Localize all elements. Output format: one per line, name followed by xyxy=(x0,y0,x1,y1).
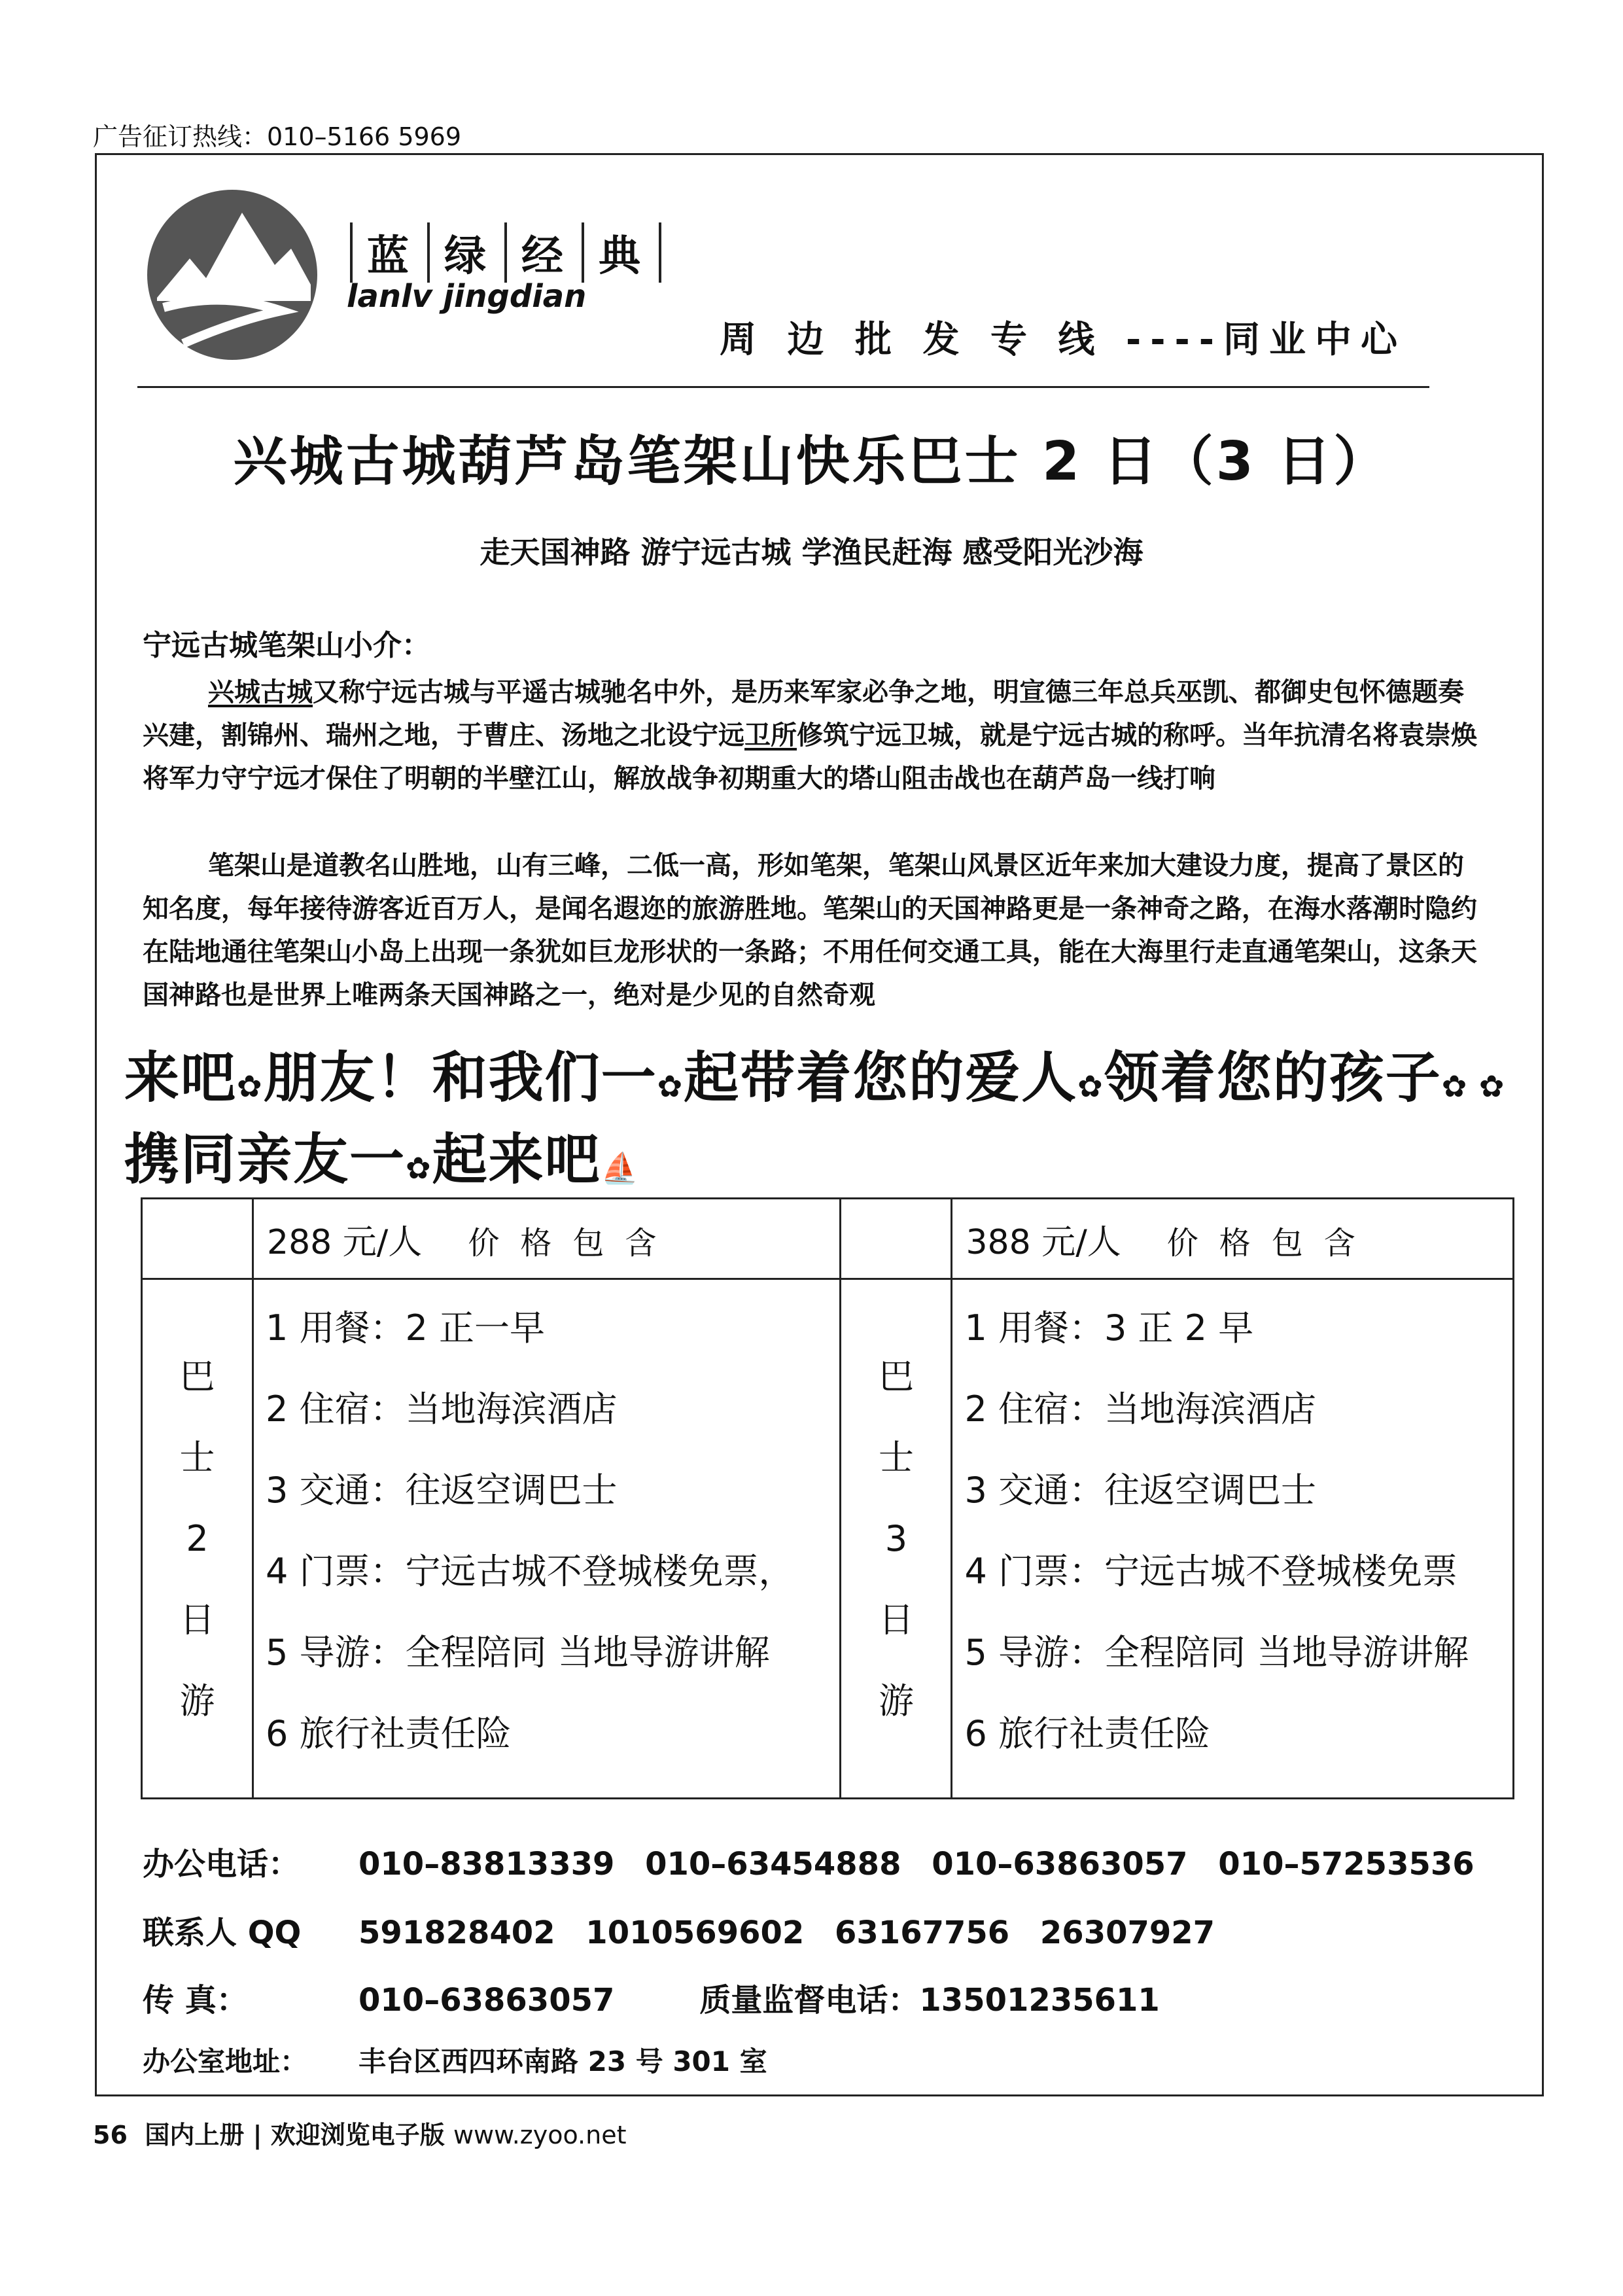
paragraph-text: 修筑宁远卫城，就是宁远古城的称呼。当年抗清名将袁崇焕将军力守宁远才保住了明朝的半壁江山，解放战争初期重大的塔山阻击战也在葫芦岛一线打响 xyxy=(143,720,1477,794)
quality-number: 13501235611 xyxy=(919,1982,1160,2019)
qq-label: 联系人 QQ xyxy=(143,1915,302,1951)
trip-label-2day xyxy=(142,1279,253,1799)
intro-paragraph-2: 笔架山是道教名山胜地，山有三峰，二低一高，形如笔架，笔架山风景区近年来加大建设力度，提高了景区的知名度，每年接待游客近百万人，是闻名遐迩的旅游胜地。笔架山的天国神路更是一条神奇之路，在海水落潮时隐约在陆地通往笔架山小岛上出现一条犹如巨龙形状的一条路；不用任何交通工具，能在大海里行走直通笔架山，这条天国神路也是世界上唯两条天国神路之一，绝对是少见的自然奇观 xyxy=(143,851,1477,1010)
price-2day: 288 元/人 xyxy=(267,1222,423,1262)
list-item: 4 门票：宁远古城不登城楼免票， xyxy=(266,1551,794,1592)
underlined-term: 卫所 xyxy=(744,720,797,751)
office-phone-numbers: 010–83813339 010–63454888 010–63863057 010–57253536 xyxy=(358,1846,1475,1882)
brand-char: 蓝 xyxy=(350,222,427,283)
intro-paragraph-1 xyxy=(143,671,1477,800)
list-item: 5 导游：全程陪同 当地导游讲解 xyxy=(964,1632,1469,1673)
fax-number: 010–63863057 xyxy=(358,1982,615,2019)
list-item: 1 用餐：2 正一早 xyxy=(266,1307,546,1349)
slogan-text: 起带着您的爱人 xyxy=(684,1046,1078,1110)
address-label: 办公室地址： xyxy=(143,2045,308,2077)
trip-label-char: 士 xyxy=(179,1436,215,1478)
slogan-line-1 xyxy=(124,1034,1505,1113)
list-item: 4 门票：宁远古城不登城楼免票 xyxy=(964,1551,1457,1592)
brand-char: 绿 xyxy=(427,222,504,283)
address-value: 丰台区西四环南路 23 号 301 室 xyxy=(358,2045,767,2077)
office-phone-row xyxy=(143,1839,1475,1884)
list-item: 2 住宿：当地海滨酒店 xyxy=(266,1388,618,1430)
trip-label-char: 士 xyxy=(878,1436,914,1478)
list-item: 6 旅行社责任险 xyxy=(964,1713,1210,1754)
page-footer: 56 国内上册 | 欢迎浏览电子版 www.zyoo.net xyxy=(93,2121,627,2149)
list-item: 3 交通：往返空调巴士 xyxy=(266,1470,618,1511)
items-3day xyxy=(952,1279,1514,1799)
price-header-2day xyxy=(253,1199,841,1279)
brand-pinyin: lanlv jingdian xyxy=(347,278,587,315)
list-item: 5 导游：全程陪同 当地导游讲解 xyxy=(266,1632,770,1673)
list-item: 1 用餐：3 正 2 早 xyxy=(964,1307,1254,1349)
underlined-term: 兴城古城 xyxy=(208,677,313,707)
brand-name xyxy=(350,222,661,283)
ad-hotline: 广告征订热线：010–5166 5969 xyxy=(93,122,462,151)
trip-label-char: 2 xyxy=(186,1517,209,1559)
trip-label-char: 游 xyxy=(179,1680,215,1722)
quality-label: 质量监督电话： xyxy=(699,1982,920,2019)
fax-row xyxy=(143,1975,1160,2020)
slogan-line-2 xyxy=(124,1116,640,1195)
list-item: 2 住宿：当地海滨酒店 xyxy=(964,1388,1316,1430)
header-divider xyxy=(137,386,1429,388)
qq-row xyxy=(143,1907,1215,1952)
fax-label: 传 真： xyxy=(143,1982,248,2019)
intro-heading: 宁远古城笔架山小介： xyxy=(143,629,430,662)
qq-numbers: 591828402 1010569602 63167756 26307927 xyxy=(358,1915,1215,1951)
flower-ornament-icon: ✿ xyxy=(406,1150,432,1186)
slogan-text: 朋友！和我们一 xyxy=(263,1046,657,1110)
trip-label-char: 日 xyxy=(878,1598,914,1640)
trip-label-char: 日 xyxy=(179,1598,215,1640)
trip-label-char: 巴 xyxy=(179,1355,215,1397)
header-blank-cell xyxy=(841,1199,952,1279)
trip-label-char: 游 xyxy=(878,1680,914,1722)
pricing-table xyxy=(141,1197,1514,1799)
address-row xyxy=(143,2040,767,2079)
slogan-text: 来吧 xyxy=(124,1046,237,1110)
flower-ornament-icon: ✿ xyxy=(657,1069,684,1104)
footer-welcome: 欢迎浏览电子版 xyxy=(270,2121,445,2149)
office-phone-label: 办公电话： xyxy=(143,1846,300,1882)
price-includes-label: 价格包含 xyxy=(1166,1224,1376,1262)
flower-ornament-icon: ✿ ✿ xyxy=(1441,1069,1506,1104)
slogan-text: 携同亲友一 xyxy=(124,1127,406,1192)
list-item: 6 旅行社责任险 xyxy=(266,1713,512,1754)
slogan-text: 起来吧 xyxy=(432,1127,601,1192)
footer-section: 国内上册 xyxy=(145,2121,245,2149)
list-item: 3 交通：往返空调巴士 xyxy=(964,1470,1316,1511)
page-subtitle: 走天国神路 游宁远古城 学渔民赶海 感受阳光沙海 xyxy=(480,535,1143,570)
paragraph-text: 又称宁远古城与平遥古城驰名中外，是历来军家必争之地，明宣德三年总兵巫凯、都御史包怀德题奏兴建，割锦州、瑞州之地，于曹庄、汤地之北设宁远 xyxy=(143,677,1464,751)
mountain-logo-icon xyxy=(144,186,321,363)
trip-label-3day xyxy=(841,1279,952,1799)
page-number: 56 xyxy=(93,2121,128,2149)
trip-label-char: 巴 xyxy=(878,1355,914,1397)
price-includes-label: 价格包含 xyxy=(468,1224,678,1262)
boat-ornament-icon: ⛵ xyxy=(601,1150,640,1186)
brand-char: 典 xyxy=(582,222,661,283)
wholesale-line: 周 边 批 发 专 线 ----同业中心 xyxy=(720,319,1406,361)
brand-char: 经 xyxy=(504,222,582,283)
flower-ornament-icon: ✿ xyxy=(237,1069,264,1104)
header-blank-cell xyxy=(142,1199,253,1279)
page-title: 兴城古城葫芦岛笔架山快乐巴士 2 日（3 日） xyxy=(233,431,1390,493)
footer-url: www.zyoo.net xyxy=(453,2121,627,2149)
price-3day: 388 元/人 xyxy=(966,1222,1121,1262)
trip-label-char: 3 xyxy=(884,1517,908,1559)
flower-ornament-icon: ✿ xyxy=(1077,1069,1104,1104)
items-2day xyxy=(253,1279,841,1799)
price-header-3day xyxy=(952,1199,1514,1279)
slogan-text: 领着您的孩子 xyxy=(1104,1046,1442,1110)
